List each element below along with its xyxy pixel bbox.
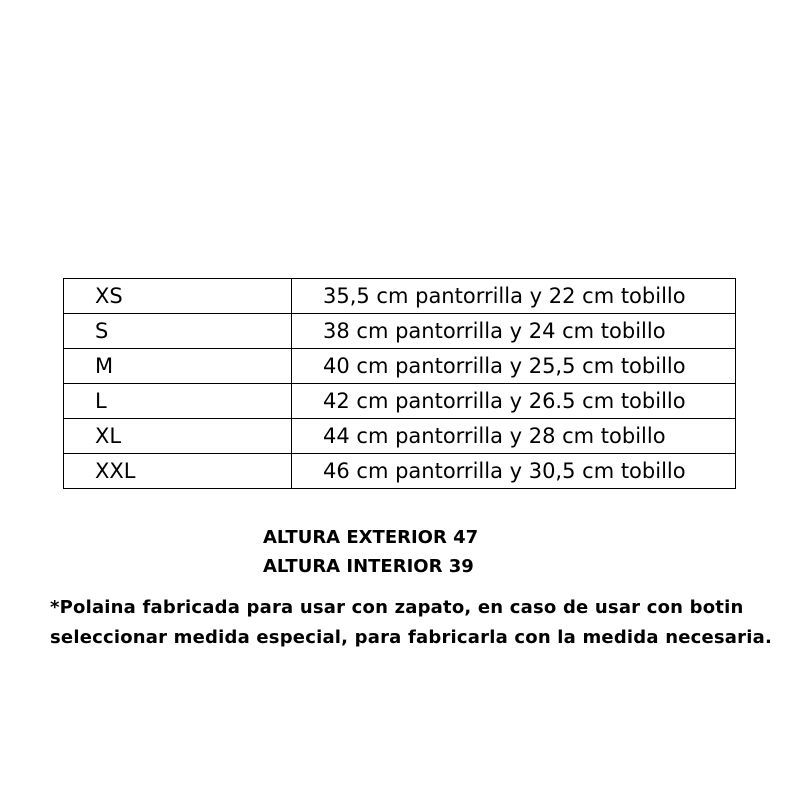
table-row: [64, 384, 736, 419]
table-row: [64, 279, 736, 314]
measure-cell: 38 cm pantorrilla y 24 cm tobillo: [292, 314, 736, 349]
size-cell: XL: [64, 419, 292, 454]
footnote-line-1: *Polaina fabricada para usar con zapato, en caso de usar con botin: [50, 597, 744, 618]
size-cell: L: [64, 384, 292, 419]
exterior-height: ALTURA EXTERIOR 47: [263, 527, 479, 548]
measure-cell: 46 cm pantorrilla y 30,5 cm tobillo: [292, 454, 736, 489]
heights-block: [263, 523, 478, 581]
measure-cell: 35,5 cm pantorrilla y 22 cm tobillo: [292, 279, 736, 314]
table-row: [64, 349, 736, 384]
interior-height: ALTURA INTERIOR 39: [263, 556, 474, 577]
size-cell: S: [64, 314, 292, 349]
footnote: [50, 593, 770, 653]
size-table: [63, 278, 736, 489]
size-cell: M: [64, 349, 292, 384]
measure-cell: 44 cm pantorrilla y 28 cm tobillo: [292, 419, 736, 454]
measure-cell: 42 cm pantorrilla y 26.5 cm tobillo: [292, 384, 736, 419]
footnote-line-2: seleccionar medida especial, para fabricarla con la medida necesaria.: [50, 627, 772, 648]
table-row: [64, 419, 736, 454]
table-row: [64, 314, 736, 349]
table-row: [64, 454, 736, 489]
size-cell: XXL: [64, 454, 292, 489]
measure-cell: 40 cm pantorrilla y 25,5 cm tobillo: [292, 349, 736, 384]
size-cell: XS: [64, 279, 292, 314]
